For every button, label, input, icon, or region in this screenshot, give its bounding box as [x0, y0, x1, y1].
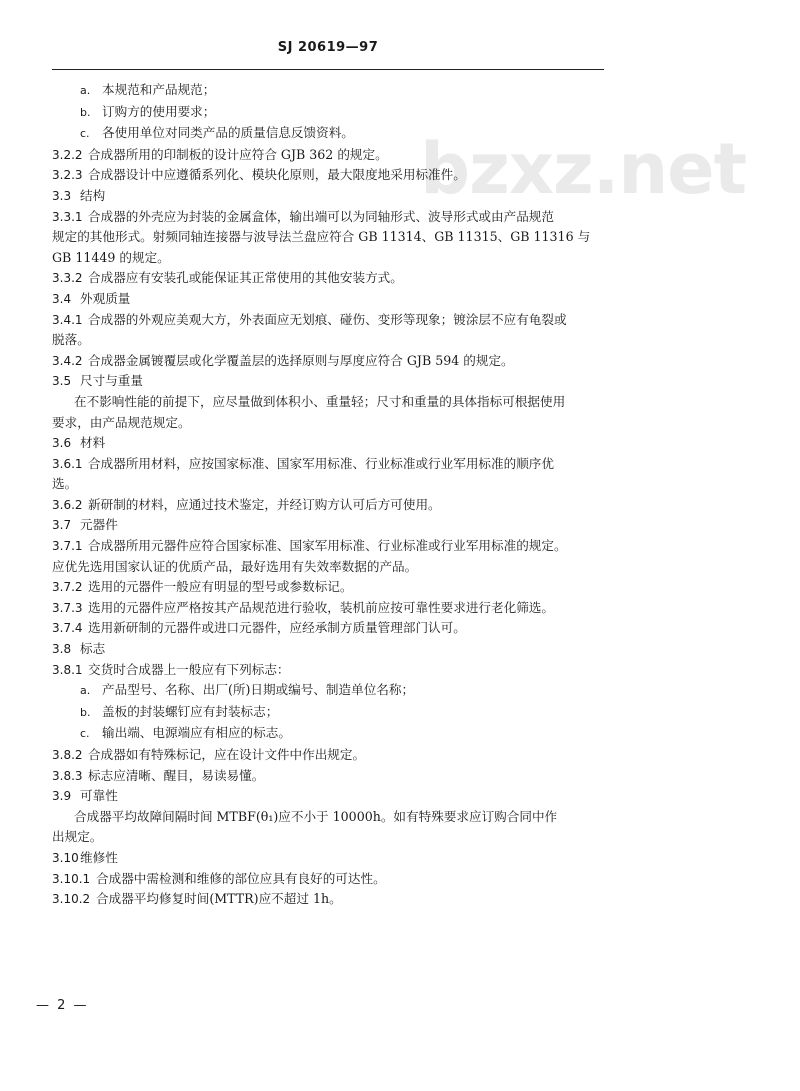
clause	[52, 207, 604, 228]
section-heading	[52, 371, 604, 392]
paragraph-line	[52, 807, 604, 828]
clause-text: 选用的元器件一般应有明显的型号或参数标记。	[88, 579, 353, 595]
section-heading	[52, 848, 604, 869]
section-number: 3.4	[52, 291, 72, 306]
list-item-text: 各使用单位对同类产品的质量信息反馈资料。	[102, 125, 354, 141]
clause	[52, 745, 604, 766]
list-item	[52, 123, 604, 145]
clause-text: 新研制的材料，应通过技术鉴定，并经订购方认可后方可使用。	[88, 496, 441, 512]
section-number: 3.10.1	[52, 871, 91, 886]
paragraph-text: 在不影响性能的前提下，应尽量做到体积小、重量轻；尺寸和重量的具体指标可根据使用	[74, 393, 566, 409]
page-number: — 2 —	[36, 998, 89, 1013]
list-marker: a.	[80, 684, 91, 698]
clause-text: 合成器所用元器件应符合国家标准、国家军用标准、行业标准或行业军用标准的规定。	[88, 538, 567, 554]
clause	[52, 351, 604, 372]
clause-text: 合成器所用的印制板的设计应符合 GJB 362 的规定。	[88, 146, 388, 162]
clause-text: 合成器金属镀覆层或化学覆盖层的选择原则与厚度应符合 GJB 594 的规定。	[88, 352, 514, 368]
section-number: 3.7.3	[52, 600, 83, 615]
continuation-text: 应优先选用国家认证的优质产品，最好选用有失效率数据的产品。	[52, 558, 418, 574]
document-body	[52, 80, 604, 910]
clause	[52, 618, 604, 639]
section-title: 维修性	[80, 849, 118, 865]
clause-text: 标志应清晰、醒目，易读易懂。	[88, 767, 265, 783]
list-marker: c.	[80, 727, 90, 741]
section-number: 3.8.1	[52, 662, 83, 677]
section-number: 3.7.4	[52, 621, 83, 636]
header-rule	[52, 69, 604, 70]
clause	[52, 145, 604, 166]
section-number: 3.6	[52, 436, 72, 451]
continuation-text: 要求，由产品规范规定。	[52, 414, 191, 430]
section-number: 3.7.2	[52, 580, 83, 595]
clause-text: 合成器所用材料，应按国家标准、国家军用标准、行业标准或行业军用标准的顺序优	[88, 455, 554, 471]
list-item-text: 本规范和产品规范；	[102, 82, 216, 97]
continuation-text: 脱落。	[52, 332, 90, 348]
section-number: 3.8.2	[52, 748, 83, 762]
clause-text: 交货时合成器上一般应有下列标志：	[88, 661, 290, 677]
clause-text: 合成器中需检测和维修的部位应具有良好的可达性。	[96, 870, 386, 886]
clause	[52, 536, 604, 557]
continuation-line	[52, 474, 604, 495]
clause-text: 合成器应有安装孔或能保证其正常使用的其他安装方式。	[88, 270, 403, 286]
clause	[52, 495, 604, 516]
continuation-line	[52, 330, 604, 351]
section-number: 3.10	[52, 850, 79, 865]
list-item	[52, 680, 604, 702]
continuation-line	[52, 227, 604, 248]
clause	[52, 268, 604, 289]
list-marker: b.	[80, 705, 91, 719]
section-number: 3.2.3	[52, 168, 83, 183]
list-marker: a.	[80, 84, 91, 97]
section-number: 3.7.1	[52, 539, 83, 554]
clause	[52, 598, 604, 619]
list-item-text: 盖板的封装螺钉应有封装标志；	[102, 703, 279, 719]
section-heading	[52, 186, 604, 207]
paragraph-line	[52, 392, 604, 413]
clause-text: 合成器的外壳应为封装的金属盒体，输出端可以为同轴形式、波导形式或由产品规范	[88, 208, 554, 224]
clause-text: 合成器的外观应美观大方，外表面应无划痕、碰伤、变形等现象；镀涂层不应有龟裂或	[88, 311, 567, 327]
continuation-line	[52, 248, 604, 269]
section-number: 3.3	[52, 188, 72, 203]
section-number: 3.5	[52, 374, 72, 389]
clause-text: 合成器如有特殊标记，应在设计文件中作出规定。	[88, 747, 366, 762]
clause-text: 选用新研制的元器件或进口元器件，应经承制方质量管理部门认可。	[88, 620, 466, 636]
clause	[52, 660, 604, 681]
section-number: 3.7	[52, 518, 72, 533]
clause	[52, 869, 604, 890]
section-title: 结构	[80, 187, 106, 203]
document-code-header: SJ 20619—97	[277, 40, 379, 55]
continuation-text: 出规定。	[52, 829, 103, 845]
continuation-line	[52, 827, 604, 848]
clause	[52, 310, 604, 331]
section-number: 3.3.1	[52, 209, 83, 224]
section-title: 材料	[80, 435, 106, 451]
section-number: 3.3.2	[52, 271, 83, 286]
clause-text: 合成器设计中应遵循系列化、模块化原则，最大限度地采用标准件。	[88, 167, 466, 183]
section-number: 3.2.2	[52, 147, 83, 162]
section-title: 外观质量	[80, 290, 131, 306]
section-number: 3.6.2	[52, 497, 83, 512]
section-heading	[52, 433, 604, 454]
section-number: 3.8	[52, 642, 72, 657]
paragraph-text: 合成器平均故障间隔时间 MTBF(θ₁)应不小于 10000h。如有特殊要求应订购合同中作	[74, 808, 558, 824]
continuation-text: 规定的其他形式。射频同轴连接器与波导法兰盘应符合 GB 11314、GB 11315、GB 11316 与	[52, 229, 591, 245]
list-item-text: 产品型号、名称、出厂(所)日期或编号、制造单位名称；	[102, 682, 415, 698]
list-item	[52, 702, 604, 724]
clause	[52, 889, 604, 910]
section-title: 元器件	[80, 517, 118, 533]
section-heading	[52, 639, 604, 660]
list-item	[52, 80, 604, 102]
section-number: 3.10.2	[52, 892, 91, 907]
list-item	[52, 723, 604, 745]
section-heading	[52, 289, 604, 310]
list-item	[52, 102, 604, 124]
list-marker: c.	[80, 127, 90, 141]
section-title: 标志	[80, 641, 106, 657]
section-number: 3.6.1	[52, 456, 83, 471]
section-heading	[52, 515, 604, 536]
continuation-text: 选。	[52, 476, 78, 492]
section-number: 3.8.3	[52, 768, 83, 783]
clause-text: 合成器平均修复时间(MTTR)应不超过 1h。	[96, 891, 342, 907]
clause	[52, 454, 604, 475]
section-number: 3.4.1	[52, 312, 83, 327]
section-heading	[52, 786, 604, 807]
clause-text: 选用的元器件应严格按其产品规范进行验收，装机前应按可靠性要求进行老化筛选。	[88, 599, 554, 615]
clause	[52, 577, 604, 598]
clause	[52, 165, 604, 186]
section-title: 可靠性	[80, 788, 118, 804]
continuation-text: GB 11449 的规定。	[52, 249, 170, 265]
list-item-text: 订购方的使用要求；	[102, 103, 216, 119]
continuation-line	[52, 557, 604, 578]
list-item-text: 输出端、电源端应有相应的标志。	[102, 725, 291, 741]
continuation-line	[52, 413, 604, 434]
section-number: 3.4.2	[52, 353, 83, 368]
section-number: 3.9	[52, 789, 72, 804]
watermark: bzxz.net	[420, 128, 747, 210]
section-title: 尺寸与重量	[80, 373, 143, 389]
list-marker: b.	[80, 105, 91, 119]
clause	[52, 766, 604, 787]
